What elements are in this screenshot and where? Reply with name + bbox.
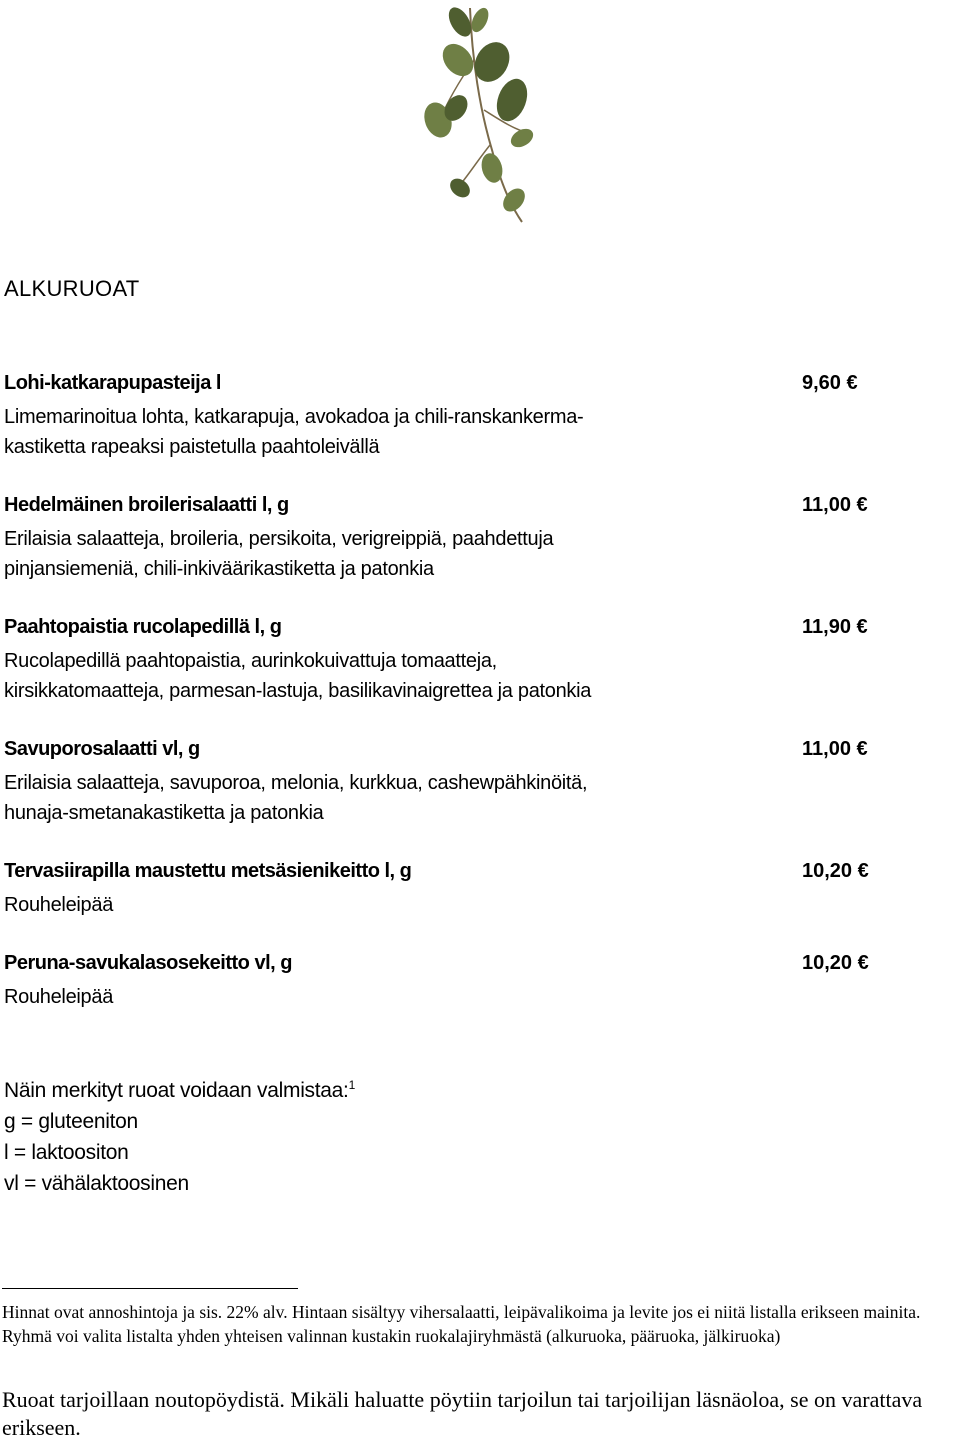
diet-legend: [4, 1070, 355, 1199]
dish-price: 11,00 €: [802, 494, 868, 516]
dish-description-line: Rouheleipää: [4, 986, 114, 1008]
dish-name: Paahtopaistia rucolapedillä l, g: [4, 616, 282, 638]
dish-price: 10,20 €: [802, 860, 869, 882]
dish-description-line: Limemarinoitua lohta, katkarapuja, avokadoa ja chili-ranskankerma-: [4, 406, 584, 428]
legend-item: g = gluteeniton: [4, 1110, 138, 1133]
dish-description: [4, 524, 553, 584]
serving-note: Ruoat tarjoillaan noutopöydistä. Mikäli haluatte pöytiin tarjoilun tai tarjoilijan läsnäoloa, se on varattava erikseen.: [2, 1387, 923, 1440]
footnote-divider: [2, 1288, 298, 1289]
dish-description: [4, 890, 113, 920]
legend-intro-text: Näin merkityt ruoat voidaan valmistaa:: [4, 1079, 349, 1102]
section-title: ALKURUOAT: [4, 276, 140, 301]
dish-description-line: pinjansiemeniä, chili-inkiväärikastiketta ja patonkia: [4, 558, 434, 580]
dish-description-line: kirsikkatomaatteja, parmesan-lastuja, basilikavinaigrettea ja patonkia: [4, 680, 592, 702]
dish-description: [4, 646, 591, 706]
dish-description-line: Erilaisia salaatteja, broileria, persikoita, verigreippiä, paahdettuja: [4, 528, 554, 550]
legend-item: l = laktoositon: [4, 1141, 129, 1164]
price-footnote: Hinnat ovat annoshintoja ja sis. 22% alv. Hintaan sisältyy vihersalaatti, leipävalikoima ja levite jos ei niitä listalla erikseen mainita. Ryhmä voi valita listalta yhden yhteisen valinnan kustakin ruokalajiryhmästä (alkuruoka, pääruoka, jälkiruoka): [2, 1302, 921, 1346]
dish-description-line: Erilaisia salaatteja, savuporoa, melonia, kurkkua, cashewpähkinöitä,: [4, 772, 588, 794]
dish-name: Lohi-katkarapupasteija l: [4, 372, 221, 394]
legend-footnote-marker: 1: [348, 1078, 355, 1092]
dish-price: 11,90 €: [802, 616, 868, 638]
dish-name: Peruna-savukalasosekeitto vl, g: [4, 952, 292, 974]
dish-name: Savuporosalaatti vl, g: [4, 738, 200, 760]
dish-description-line: hunaja-smetanakastiketta ja patonkia: [4, 802, 324, 824]
dish-description: [4, 982, 113, 1012]
dish-price: 10,20 €: [802, 952, 869, 974]
dish-name: Tervasiirapilla maustettu metsäsienikeitto l, g: [4, 860, 412, 882]
dish-description: [4, 402, 583, 462]
dish-description-line: Rouheleipää: [4, 894, 114, 916]
dish-description: [4, 768, 587, 828]
dish-description-line: kastiketta rapeaksi paistetulla paahtoleivällä: [4, 436, 380, 458]
dish-description-line: Rucolapedillä paahtopaistia, aurinkokuivattuja tomaatteja,: [4, 650, 497, 672]
herb-sprig-illustration: [400, 0, 535, 225]
legend-intro: [4, 1070, 355, 1106]
dish-price: 11,00 €: [802, 738, 868, 760]
dish-price: 9,60 €: [802, 372, 858, 394]
dish-name: Hedelmäinen broilerisalaatti l, g: [4, 494, 289, 516]
legend-item: vl = vähälaktoosinen: [4, 1172, 189, 1195]
